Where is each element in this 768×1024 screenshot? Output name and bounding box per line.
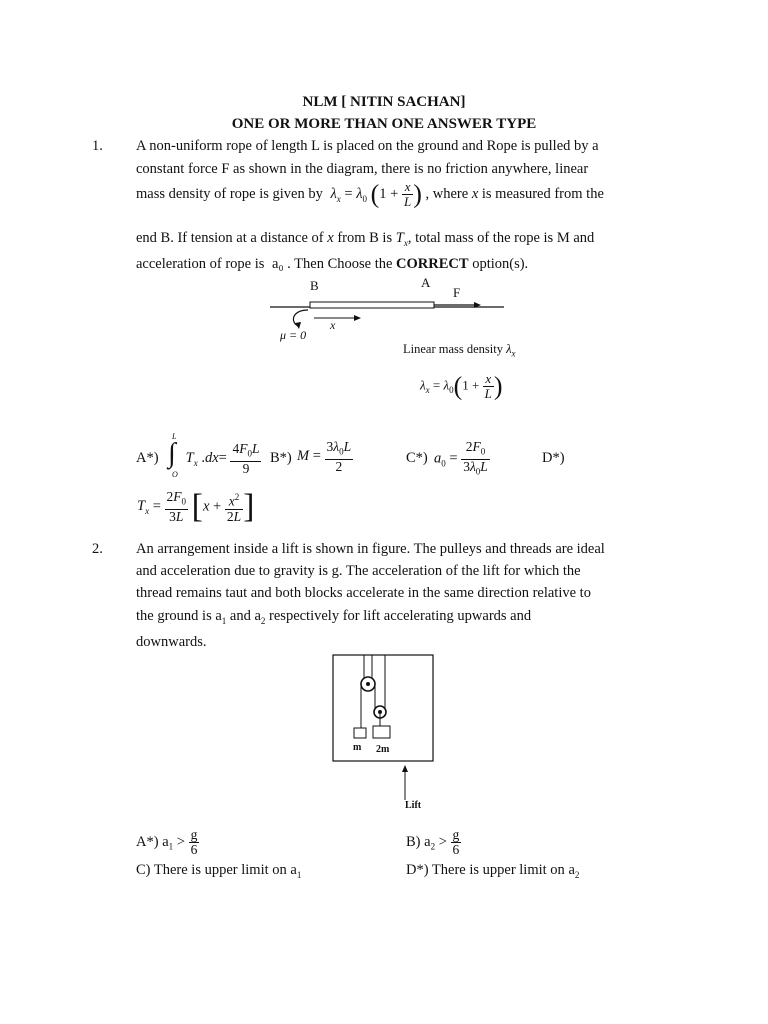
option-b-label: B*) <box>270 450 292 466</box>
option-a-formula: L ∫ O $T_x$ .dx= $\frac{4F_0L}{9}$ <box>168 432 260 479</box>
option-d-formula: $T_x$ = $\frac{2F_0}{3L}$ [x + $\frac{x^2}{2L}$ ] <box>137 488 255 525</box>
label-mu: μ = 0 <box>280 328 307 342</box>
option-b-formula: M = $\frac{3\lambda_0L}{2}$ <box>297 439 352 474</box>
option-a-label: A*) <box>136 450 159 466</box>
question-number: 2. <box>92 541 103 557</box>
q2-line-3: thread remains taut and both blocks accelerate in the same direction relative to <box>136 585 591 601</box>
option-c-formula: $a_0$ = $\frac{2F_0}{3\lambda_0L}$ <box>434 439 488 477</box>
option-d-label: D*) <box>542 450 565 466</box>
density-formula-figure: $\lambda_x = \lambda_0(1$ + $\frac{x}{L}$ ) <box>420 371 503 401</box>
accel-symbol: a₀ <box>272 256 284 272</box>
q1-line-5-post: option(s). <box>472 256 529 272</box>
q1-line-5-pre: acceleration of rope is <box>136 256 265 272</box>
q2-line-5: downwards. <box>136 634 207 650</box>
correct-emphasis: CORRECT <box>396 256 469 272</box>
q1-line-3-text: mass density of rope is given by <box>136 185 323 202</box>
option-a-label: A*) <box>136 833 159 850</box>
section-heading: ONE OR MORE THAN ONE ANSWER TYPE <box>231 116 537 132</box>
q1-line-5 <box>136 256 528 273</box>
density-caption: Linear mass density $\lambda_x$ <box>403 342 516 359</box>
q1-line-5-mid: . Then Choose the <box>287 256 393 272</box>
q2-line-2: and acceleration due to gravity is g. The acceleration of the lift for which the <box>136 563 581 579</box>
variable-x: x <box>471 185 479 202</box>
lift-label: Lift <box>405 800 422 811</box>
label-a: A <box>421 275 431 290</box>
option-b-label: B) <box>406 833 421 850</box>
density-formula: $\lambda_x = \lambda_0$ (1 + $\frac{x}{L}$ ) <box>330 179 422 209</box>
tension-symbol: $T_x$ <box>395 230 408 248</box>
option-b: B) $a_2$ > $\frac{g}{6}$ <box>406 827 460 857</box>
lift-diagram <box>330 652 440 802</box>
q1-line-3 <box>136 180 604 209</box>
variable-x: x <box>327 230 334 246</box>
label-f: F <box>453 285 461 300</box>
q1-line-4 <box>136 230 594 248</box>
label-x: x <box>330 318 336 332</box>
block-2m-label: 2m <box>376 744 390 755</box>
q1-line-4-pre: end B. If tension at a distance of <box>136 230 324 246</box>
q2-line-4-pre: the ground is <box>136 608 212 624</box>
q1-line-4-mid: from B is <box>337 230 393 246</box>
q2-line-4: the ground is $a_1$ and $a_2$ respectively for lift accelerating upwards and <box>136 608 532 626</box>
q2-line-1: An arrangement inside a lift is shown in figure. The pulleys and threads are ideal <box>136 541 605 557</box>
q1-line-1: A non-uniform rope of length L is placed on the ground and Rope is pulled by a <box>136 138 599 154</box>
option-d: D*) There is upper limit on $a_2$ <box>406 862 580 880</box>
q1-line-2: constant force F as shown in the diagram, there is no friction anywhere, linear <box>136 161 589 177</box>
page-title: NLM [ NITIN SACHAN] <box>302 94 466 110</box>
question-number: 1. <box>92 138 103 154</box>
option-a: A*) $a_1$ > $\frac{g}{6}$ <box>136 827 198 857</box>
block-m-label: m <box>353 742 362 753</box>
option-c: C) There is upper limit on $a_1$ <box>136 862 302 880</box>
label-b: B <box>310 278 319 293</box>
q1-line-3-post: , where <box>425 185 469 202</box>
q1-line-3-end: is measured from the <box>481 185 604 202</box>
option-c-label: C*) <box>406 450 428 466</box>
q2-line-4-mid: respectively for lift accelerating upwards and <box>269 608 532 624</box>
q1-line-4-post: , total mass of the rope is M and <box>407 230 595 246</box>
